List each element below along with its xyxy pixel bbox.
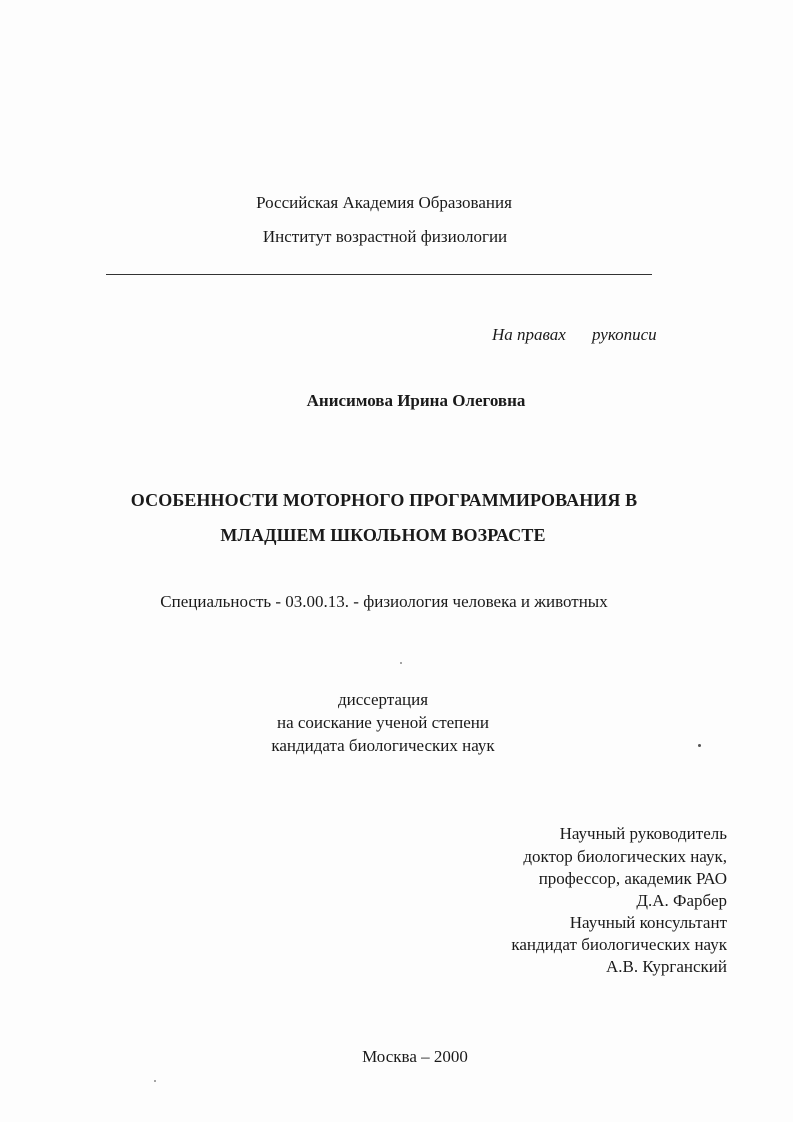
header-divider (106, 274, 652, 275)
consultant-name: А.В. Курганский (605, 957, 727, 976)
supervisor-role: Научный руководитель (559, 824, 727, 843)
consultant-role: Научный консультант (569, 913, 727, 932)
institute-name: Институт возрастной физиологии (262, 227, 508, 246)
manuscript-note-part1: На правах (492, 325, 566, 344)
consultant-degree: кандидат биологических наук (511, 935, 727, 954)
degree-line2: на соискание ученой степени (276, 713, 490, 732)
scan-speck (698, 744, 701, 747)
degree-line1: диссертация (337, 690, 429, 709)
manuscript-note-part2: рукописи (592, 325, 657, 344)
supervisor-name: Д.А. Фарбер (636, 891, 727, 910)
city-year: Москва – 2000 (362, 1047, 468, 1066)
scan-speck (400, 662, 402, 664)
author-name: Анисимова Ирина Олеговна (306, 391, 526, 410)
dissertation-title-line2: МЛАДШЕМ ШКОЛЬНОМ ВОЗРАСТЕ (220, 525, 546, 545)
supervisor-degree: доктор биологических наук, (523, 847, 727, 866)
scan-speck (154, 1080, 156, 1082)
supervisor-title: профессор, академик РАО (538, 869, 727, 888)
specialty: Специальность - 03.00.13. - физиология человека и животных (160, 592, 608, 611)
organization-name: Российская Академия Образования (256, 193, 512, 212)
dissertation-title-line1: ОСОБЕННОСТИ МОТОРНОГО ПРОГРАММИРОВАНИЯ В (130, 490, 638, 510)
degree-line3: кандидата биологических наук (271, 736, 495, 755)
